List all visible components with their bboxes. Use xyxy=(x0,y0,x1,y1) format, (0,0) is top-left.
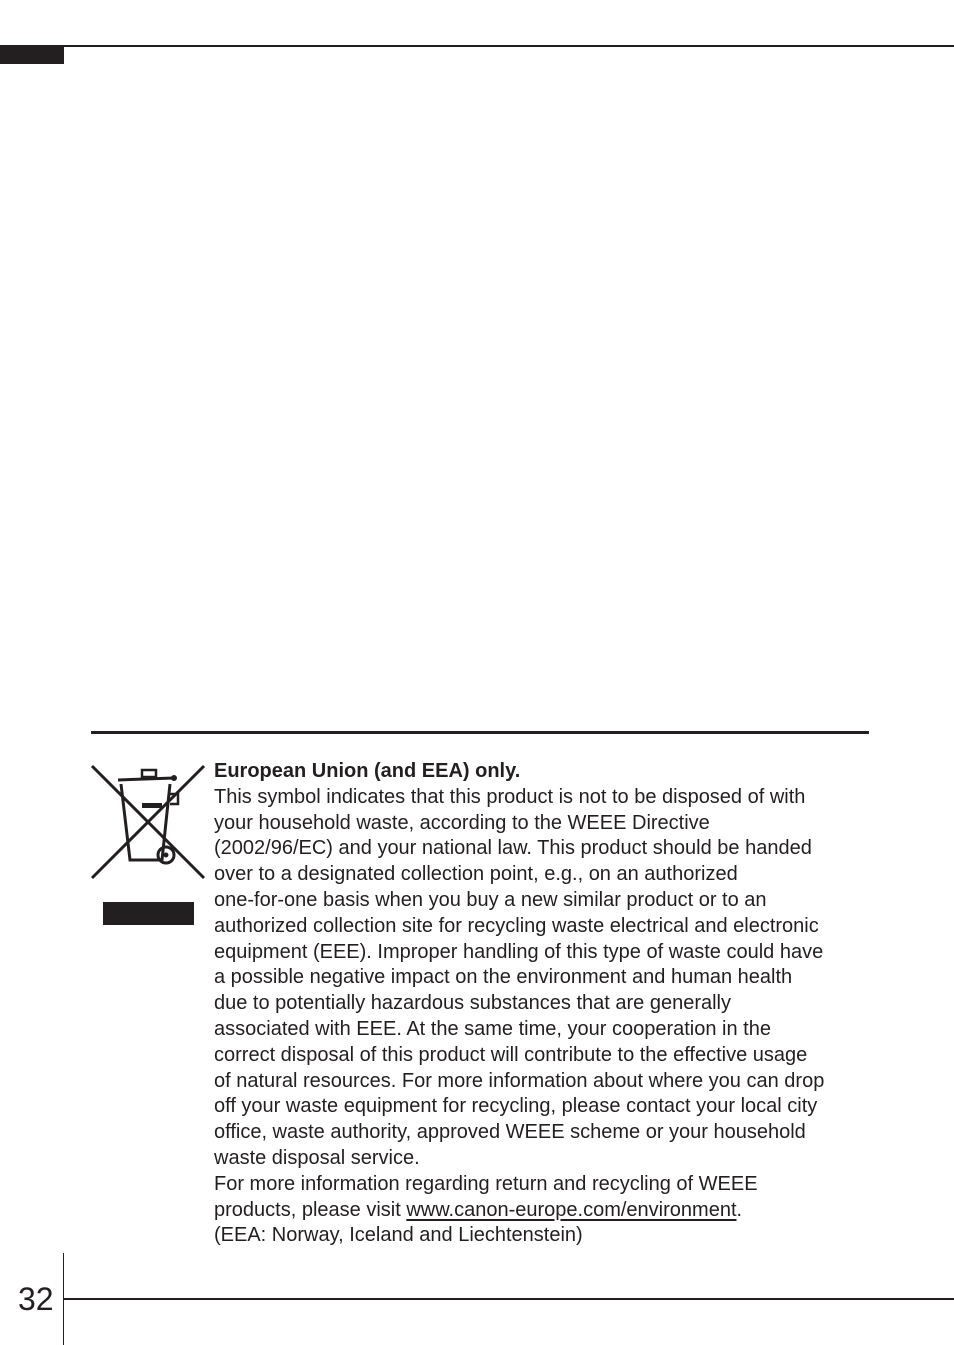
footer-rule xyxy=(63,1298,954,1300)
notice-line: off your waste equipment for recycling, please contact your local city xyxy=(214,1095,818,1118)
notice-line: waste disposal service. xyxy=(214,1146,420,1169)
notice-line: associated with EEE. At the same time, your cooperation in the xyxy=(214,1017,771,1040)
section-divider xyxy=(91,731,869,734)
notice-line: authorized collection site for recycling waste electrical and electronic xyxy=(214,914,819,937)
canon-environment-link[interactable]: www.canon-europe.com/environment xyxy=(406,1198,737,1221)
notice-line: This symbol indicates that this product is not to be disposed of with xyxy=(214,785,806,808)
eea-note: (EEA: Norway, Iceland and Liechtenstein) xyxy=(214,1224,583,1247)
notice-line: your household waste, according to the WEEE Directive xyxy=(214,811,710,834)
notice-visit-line xyxy=(214,1198,874,1224)
notice-line: equipment (EEE). Improper handling of this type of waste could have xyxy=(214,940,824,963)
notice-line: For more information regarding return and recycling of WEEE xyxy=(214,1172,758,1195)
weee-notice xyxy=(214,759,874,1249)
notice-line: correct disposal of this product will contribute to the effective usage xyxy=(214,1043,808,1066)
page-number: 32 xyxy=(18,1281,54,1317)
notice-line: over to a designated collection point, e.g., on an authorized xyxy=(214,863,738,886)
notice-line: one-for-one basis when you buy a new similar product or to an xyxy=(214,888,767,911)
notice-line: due to potentially hazardous substances that are generally xyxy=(214,992,732,1015)
notice-line: (2002/96/EC) and your national law. This product should be handed xyxy=(214,837,812,860)
crossed-out-wheelie-bin-icon xyxy=(88,762,208,882)
notice-heading: European Union (and EEA) only. xyxy=(214,760,521,782)
visit-prefix: products, please visit xyxy=(214,1198,407,1221)
notice-line: a possible negative impact on the environment and human health xyxy=(214,966,793,989)
visit-suffix: . xyxy=(736,1198,743,1221)
header-rule xyxy=(0,45,954,47)
notice-line: office, waste authority, approved WEEE scheme or your household xyxy=(214,1121,806,1144)
notice-line: of natural resources. For more information about where you can drop xyxy=(214,1069,825,1092)
weee-date-bar xyxy=(103,902,194,925)
header-tab-marker xyxy=(0,45,64,64)
